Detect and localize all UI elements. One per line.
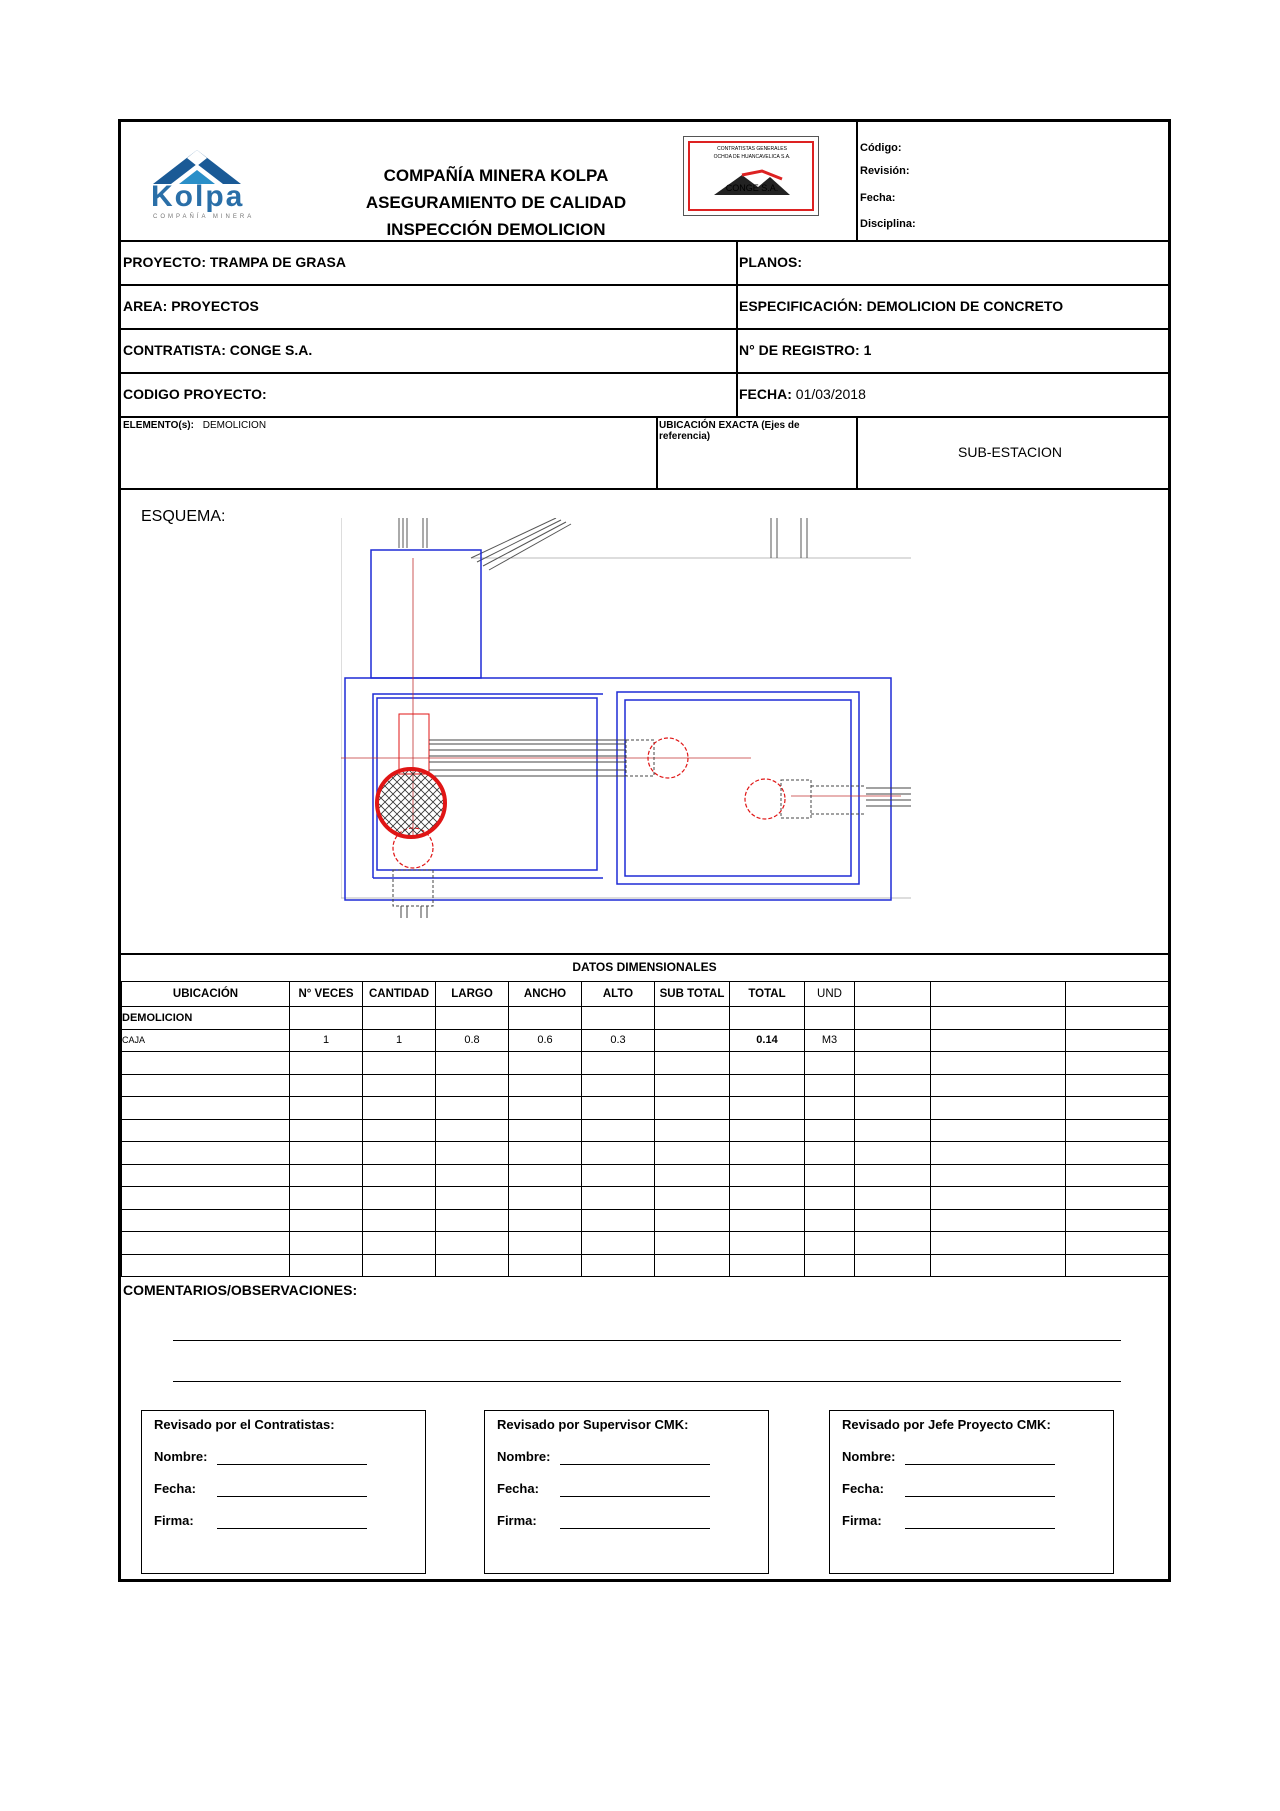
- kolpa-logo-name: Kolpa: [151, 180, 245, 213]
- conge-logo-name: CONGE S.A.: [725, 183, 779, 193]
- elemento-label: ELEMENTO(s):: [123, 420, 194, 431]
- table-row: [122, 1187, 1169, 1210]
- signature-fecha-label: Fecha:: [842, 1481, 884, 1496]
- cell-total: 0.14: [730, 1029, 805, 1052]
- table-row: [122, 1142, 1169, 1165]
- signature-box-contratista: [141, 1410, 426, 1574]
- cell-ancho: 0.6: [509, 1029, 582, 1052]
- form-frame: [118, 119, 1171, 1582]
- table-row: [122, 1119, 1169, 1142]
- proyecto-field: PROYECTO: TRAMPA DE GRASA: [123, 254, 346, 270]
- signature-fecha-label: Fecha:: [497, 1481, 539, 1496]
- kolpa-logo-sub: COMPAÑÍA MINERA: [153, 214, 255, 220]
- col-header: ALTO: [582, 982, 655, 1007]
- signature-box-supervisor: [484, 1410, 769, 1574]
- divider: [121, 328, 1168, 330]
- divider: [856, 122, 858, 242]
- signature-fecha-row[interactable]: [842, 1481, 884, 1496]
- signature-nombre-row[interactable]: [842, 1449, 895, 1464]
- cell-cantidad: 1: [363, 1029, 436, 1052]
- signature-line[interactable]: [905, 1528, 1055, 1529]
- col-header: ANCHO: [509, 982, 582, 1007]
- contratista-field: CONTRATISTA: CONGE S.A.: [123, 342, 313, 358]
- fecha-label: FECHA:: [739, 386, 792, 402]
- esquema-label: ESQUEMA:: [141, 508, 226, 525]
- col-header: LARGO: [436, 982, 509, 1007]
- cell-subtotal: [655, 1029, 730, 1052]
- signature-nombre-label: Nombre:: [154, 1449, 208, 1464]
- divider: [656, 416, 658, 490]
- cell-ubicacion: CAJA: [122, 1029, 290, 1052]
- table-row: [122, 1007, 1169, 1030]
- table-row: [122, 1074, 1169, 1097]
- planos-field: PLANOS:: [739, 254, 802, 270]
- signature-firma-row[interactable]: [154, 1513, 194, 1528]
- signature-nombre-label: Nombre:: [497, 1449, 551, 1464]
- especificacion-field: ESPECIFICACIÓN: DEMOLICION DE CONCRETO: [739, 298, 1064, 314]
- dimensional-table: [121, 981, 1169, 1277]
- signature-firma-label: Firma:: [154, 1513, 194, 1528]
- signature-fecha-row[interactable]: [154, 1481, 196, 1496]
- meta-disciplina: Disciplina:: [860, 218, 916, 230]
- meta-codigo: Código:: [860, 142, 902, 154]
- department-name: ASEGURAMIENTO DE CALIDAD: [365, 193, 627, 212]
- signature-nombre-row[interactable]: [497, 1449, 550, 1464]
- signature-line[interactable]: [560, 1464, 710, 1465]
- conge-logo: [683, 136, 819, 216]
- table-row: [122, 1232, 1169, 1255]
- cell-veces: 1: [290, 1029, 363, 1052]
- comentarios-label: COMENTARIOS/OBSERVACIONES:: [123, 1282, 358, 1298]
- company-name: COMPAÑÍA MINERA KOLPA: [383, 166, 609, 185]
- demolition-circle: [377, 769, 445, 837]
- codigo-proyecto-field: CODIGO PROYECTO:: [123, 386, 267, 402]
- cell-alto: 0.3: [582, 1029, 655, 1052]
- signature-title: Revisado por Supervisor CMK:: [497, 1417, 689, 1432]
- ubicacion-label: UBICACIÓN EXACTA (Ejes de referencia): [659, 420, 800, 442]
- document-title: INSPECCIÓN DEMOLICION: [386, 220, 606, 239]
- col-header: N° VECES: [290, 982, 363, 1007]
- divider: [121, 416, 1168, 418]
- divider: [121, 240, 1168, 242]
- table-row: [122, 1097, 1169, 1120]
- signature-line[interactable]: [217, 1528, 367, 1529]
- kolpa-logo: [135, 144, 275, 222]
- registro-field: N° DE REGISTRO: 1: [739, 342, 872, 358]
- divider: [121, 953, 1168, 955]
- signature-fecha-label: Fecha:: [154, 1481, 196, 1496]
- divider: [121, 284, 1168, 286]
- elemento-value: DEMOLICION: [202, 420, 267, 431]
- signature-title: Revisado por Jefe Proyecto CMK:: [842, 1417, 1051, 1432]
- col-header: TOTAL: [730, 982, 805, 1007]
- table-row: [122, 1029, 1169, 1052]
- cell-largo: 0.8: [436, 1029, 509, 1052]
- table-row: [122, 1209, 1169, 1232]
- col-header: UND: [805, 982, 855, 1007]
- comment-line[interactable]: [173, 1381, 1121, 1382]
- conge-logo-line1: CONTRATISTAS GENERALES: [717, 146, 787, 152]
- signature-nombre-row[interactable]: [154, 1449, 207, 1464]
- ubicacion-value: SUB-ESTACION: [958, 444, 1062, 460]
- elemento-field: [123, 420, 266, 431]
- area-field: AREA: PROYECTOS: [123, 298, 259, 314]
- signature-firma-row[interactable]: [497, 1513, 537, 1528]
- header-title-block: [321, 162, 671, 243]
- divider: [121, 372, 1168, 374]
- cell-und: M3: [805, 1029, 855, 1052]
- col-header: CANTIDAD: [363, 982, 436, 1007]
- comment-line[interactable]: [173, 1340, 1121, 1341]
- signature-firma-label: Firma:: [497, 1513, 537, 1528]
- signature-line[interactable]: [560, 1496, 710, 1497]
- conge-logo-line2: OCHOA DE HUANCAVELICA S.A.: [713, 154, 791, 160]
- esquema-drawing: [341, 518, 911, 918]
- dimensional-title: DATOS DIMENSIONALES: [572, 960, 717, 974]
- signature-line[interactable]: [560, 1528, 710, 1529]
- table-row: [122, 1164, 1169, 1187]
- signature-line[interactable]: [217, 1496, 367, 1497]
- table-row: [122, 1052, 1169, 1075]
- col-header: SUB TOTAL: [655, 982, 730, 1007]
- signature-nombre-label: Nombre:: [842, 1449, 896, 1464]
- divider: [856, 416, 858, 490]
- col-header: UBICACIÓN: [122, 982, 290, 1007]
- signature-fecha-row[interactable]: [497, 1481, 539, 1496]
- table-header-row: [122, 982, 1169, 1007]
- divider: [121, 488, 1168, 490]
- signature-line[interactable]: [905, 1496, 1055, 1497]
- section-cell: DEMOLICION: [122, 1007, 290, 1030]
- fecha-value: 01/03/2018: [795, 386, 866, 402]
- signature-line[interactable]: [217, 1464, 367, 1465]
- signature-firma-row[interactable]: [842, 1513, 882, 1528]
- meta-revision: Revisión:: [860, 165, 910, 177]
- fecha-field: [739, 386, 866, 402]
- signature-box-jefe: [829, 1410, 1114, 1574]
- signature-title: Revisado por el Contratistas:: [154, 1417, 335, 1432]
- meta-fecha: Fecha:: [860, 192, 896, 204]
- table-row: [122, 1254, 1169, 1277]
- signature-line[interactable]: [905, 1464, 1055, 1465]
- signature-firma-label: Firma:: [842, 1513, 882, 1528]
